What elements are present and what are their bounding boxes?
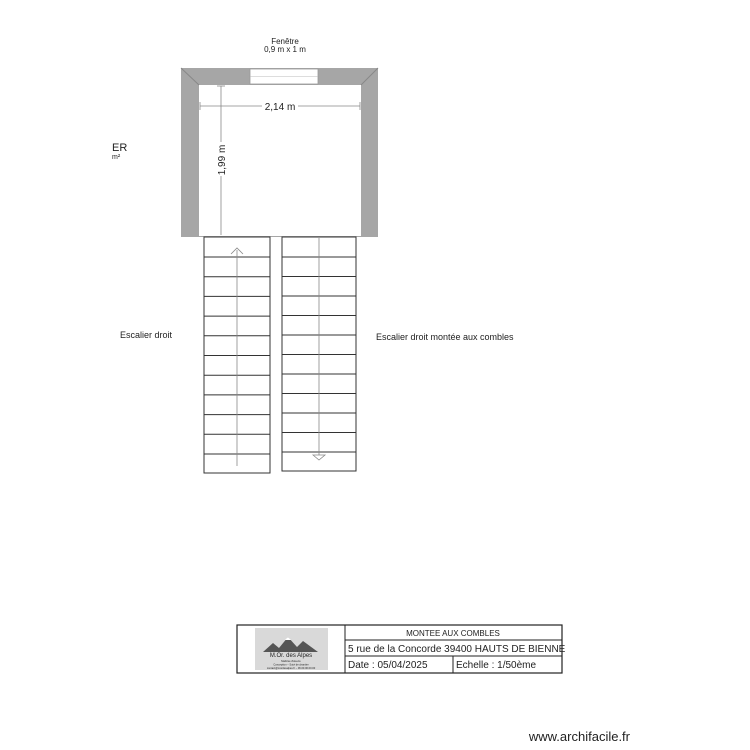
- room-walls: [181, 68, 378, 237]
- height-dim-label: 1,99 m: [217, 144, 228, 176]
- window-title: Fenêtre: [271, 37, 299, 46]
- project-title: MONTEE AUX COMBLES: [406, 629, 500, 638]
- project-address: 5 rue de la Concorde 39400 HAUTS DE BIENNE: [348, 644, 566, 655]
- project-date: Date : 05/04/2025: [348, 660, 428, 671]
- watermark[interactable]: www.archifacile.fr: [528, 729, 630, 744]
- stair-right-label: Escalier droit montée aux combles: [376, 332, 514, 342]
- logo-line-3: contact@mordesalpes.fr – 06.00.00.00.00: [266, 667, 316, 670]
- project-scale: Echelle : 1/50ème: [456, 660, 537, 671]
- stair-left-label: Escalier droit: [120, 330, 173, 340]
- stair-left: [204, 237, 270, 473]
- logo-name: M.Or. des Alpes: [269, 653, 313, 659]
- logo-line-2: Conception – Suivi de chantier: [273, 663, 309, 667]
- width-dim-label: 2,14 m: [264, 102, 296, 113]
- company-logo: [255, 628, 328, 670]
- title-block: [237, 625, 566, 673]
- window-size: 0,9 m x 1 m: [264, 45, 306, 54]
- logo-line-1: Maîtrise d'œuvre: [281, 660, 301, 663]
- stair-right: [282, 237, 356, 471]
- room-name-fragment: ER: [112, 142, 128, 154]
- room-area-fragment: m²: [112, 154, 121, 161]
